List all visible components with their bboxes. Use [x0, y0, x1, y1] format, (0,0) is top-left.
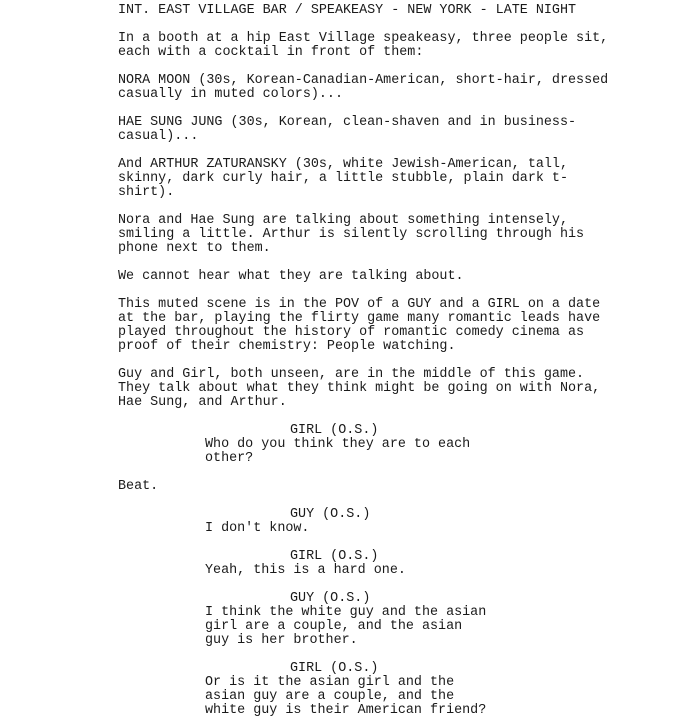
action-line: They talk about what they think might be going on with Nora,	[118, 381, 601, 396]
dialogue-line: asian guy are a couple, and the	[205, 689, 455, 704]
action-line: Nora and Hae Sung are talking about something intensely,	[118, 213, 568, 228]
action-line: played throughout the history of romantic comedy cinema as	[118, 325, 585, 340]
dialogue-line: I think the white guy and the asian	[205, 605, 487, 620]
action-line: Hae Sung, and Arthur.	[118, 395, 287, 410]
character-cue: GIRL (O.S.)	[290, 549, 379, 564]
action-line: phone next to them.	[118, 241, 271, 256]
action-line: casual)...	[118, 129, 199, 144]
action-line: And ARTHUR ZATURANSKY (30s, white Jewish-American, tall,	[118, 157, 568, 172]
beat-action: Beat.	[118, 479, 159, 494]
dialogue-line: guy is her brother.	[205, 633, 358, 648]
dialogue-line: Who do you think they are to each	[205, 437, 471, 452]
dialogue-line: I don't know.	[205, 521, 310, 536]
character-cue: GUY (O.S.)	[290, 507, 371, 522]
action-line: at the bar, playing the flirty game many romantic leads have	[118, 311, 601, 326]
action-line: We cannot hear what they are talking about.	[118, 269, 464, 284]
character-cue: GIRL (O.S.)	[290, 423, 379, 438]
action-line: casually in muted colors)...	[118, 87, 343, 102]
scene-heading: INT. EAST VILLAGE BAR / SPEAKEASY - NEW YORK - LATE NIGHT	[118, 3, 577, 18]
action-line: NORA MOON (30s, Korean-Canadian-American, short-hair, dressed	[118, 73, 609, 88]
character-cue: GUY (O.S.)	[290, 591, 371, 606]
action-line: skinny, dark curly hair, a little stubble, plain dark t-	[118, 171, 568, 186]
dialogue-line: girl are a couple, and the asian	[205, 619, 463, 634]
dialogue-line: white guy is their American friend?	[205, 703, 487, 718]
action-line: shirt).	[118, 185, 175, 200]
dialogue-line: Or is it the asian girl and the	[205, 675, 455, 690]
action-line: each with a cocktail in front of them:	[118, 45, 424, 60]
action-line: proof of their chemistry: People watching.	[118, 339, 456, 354]
dialogue-line: Yeah, this is a hard one.	[205, 563, 406, 578]
action-line: smiling a little. Arthur is silently scrolling through his	[118, 227, 585, 242]
action-line: This muted scene is in the POV of a GUY and a GIRL on a date	[118, 297, 601, 312]
action-line: HAE SUNG JUNG (30s, Korean, clean-shaven and in business-	[118, 115, 577, 130]
dialogue-line: other?	[205, 451, 254, 466]
action-line: Guy and Girl, both unseen, are in the middle of this game.	[118, 367, 585, 382]
action-line: In a booth at a hip East Village speakeasy, three people sit,	[118, 31, 609, 46]
character-cue: GIRL (O.S.)	[290, 661, 379, 676]
